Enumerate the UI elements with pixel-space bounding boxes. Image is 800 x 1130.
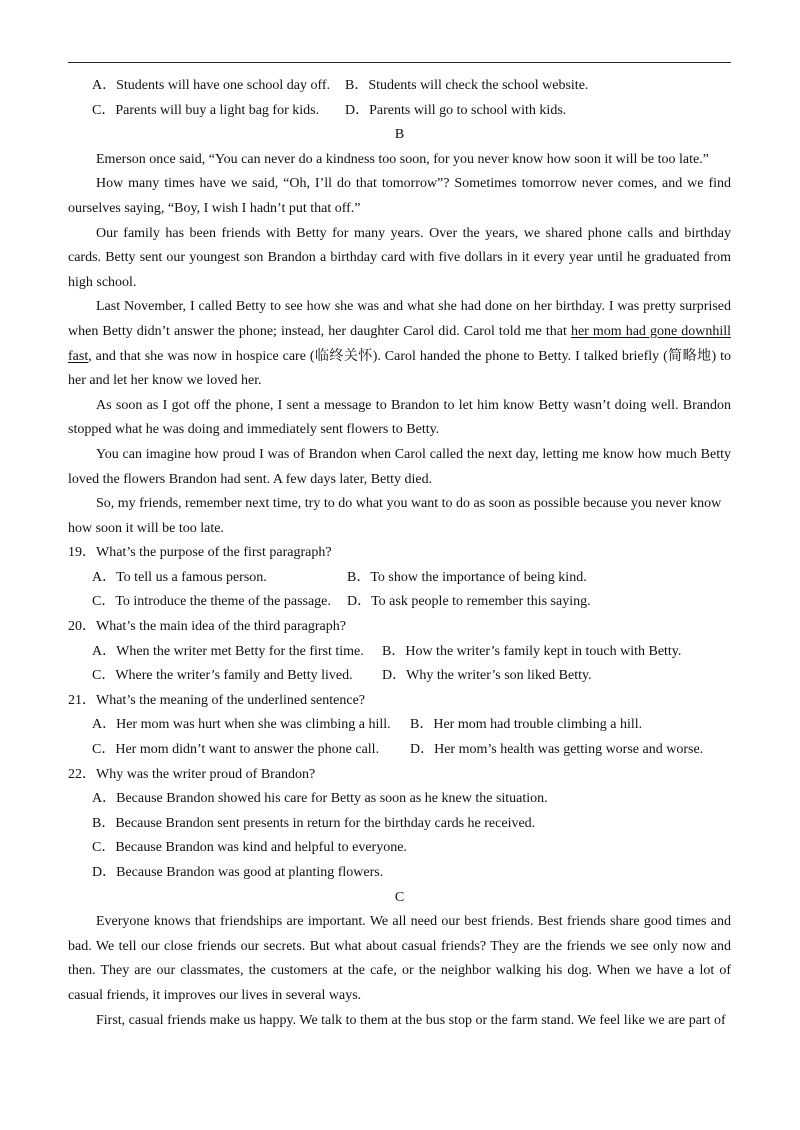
q21-option-a: A．Her mom was hurt when she was climbing a hill. (92, 717, 391, 733)
q22-option-b: B．Because Brandon sent presents in return for the birthday cards he received. (92, 815, 536, 831)
question-20-stem: 20．What’s the main idea of the third paragraph? (68, 619, 346, 635)
q22-option-c: C．Because Brandon was kind and helpful to everyone. (92, 840, 407, 856)
q22-option-d: D．Because Brandon was good at planting flowers. (92, 865, 384, 880)
section-b-paragraph-7: So, my friends, remember next time, try to do what you want to do as soon as possible because you never know how soon it will be too late. (68, 496, 722, 536)
q19-option-a: A．To tell us a famous person. (92, 569, 267, 585)
option-c: C．Parents will buy a light bag for kids. (92, 102, 320, 118)
q22-option-a: A．Because Brandon showed his care for Betty as soon as he knew the situation. (92, 791, 548, 807)
option-a: A．Students will have one school day off. (92, 78, 331, 93)
question-21-stem: 21．What’s the meaning of the underlined sentence? (68, 692, 366, 708)
section-c-paragraph-2: First, casual friends make us happy. We talk to them at the bus stop or the farm stand. We feel like we are part of (96, 1012, 726, 1028)
prev-options-row-2 (68, 99, 731, 124)
header-rule (68, 62, 731, 63)
section-b-paragraph-4 (68, 295, 731, 393)
q20-option-a: A．When the writer met Betty for the first time. (92, 643, 364, 659)
q20-option-b: B．How the writer’s family kept in touch with Betty. (382, 643, 682, 659)
section-b-paragraph-2: How many times have we said, “Oh, I’ll do that tomorrow”? Sometimes tomorrow never comes, and we find ourselves saying, “Boy, I wish I hadn’t put that off.” (68, 176, 731, 216)
q19-option-c: C．To introduce the theme of the passage. (92, 594, 331, 610)
question-19-options-row-2 (68, 590, 731, 615)
question-22-stem: 22．Why was the writer proud of Brandon? (68, 766, 316, 782)
paragraph-4-text-before: Last November, I called Betty to see how she was and what she had done on her birthday. I was pretty surprised when Betty didn’t answer the phone; instead, her daughter Carol did. Carol told me that (68, 299, 731, 339)
q20-option-d: D．Why the writer’s son liked Betty. (382, 668, 592, 684)
q21-option-c: C．Her mom didn’t want to answer the phone call. (92, 742, 380, 758)
section-c-paragraph-1: Everyone knows that friendships are important. We all need our best friends. Best friends share good times and bad. We tell our close friends our secrets. But what about casual friends? They are the friends we see only now and then. They are our classmates, the customers at the cafe, or the neighbor walking his dog. When we have a lot of casual friends, it improves our lives in several ways. (68, 914, 731, 1003)
section-b-paragraph-6: You can imagine how proud I was of Brandon when Carol called the next day, letting me know how much Betty loved the flowers Brandon had sent. A few days later, Betty died. (68, 446, 731, 487)
question-19-options-row-1 (68, 566, 731, 591)
paragraph-4-text-after: , and that she was now in hospice care (临终关怀). Carol handed the phone to Betty. I talked briefly (简略地) to her and let her know we loved her. (68, 348, 731, 389)
section-b-paragraph-3: Our family has been friends with Betty for many years. Over the years, we shared phone calls and birthday cards. Betty sent our youngest son Brandon a birthday card with five dollars in it every year until he graduated from high school. (68, 225, 731, 290)
option-b: B．Students will check the school website. (345, 78, 589, 93)
prev-options-row-1 (68, 74, 731, 99)
q20-option-c: C．Where the writer’s family and Betty lived. (92, 668, 353, 684)
section-b-paragraph-1: Emerson once said, “You can never do a kindness too soon, for you never know how soon it will be too late.” (96, 151, 709, 167)
q21-option-d: D．Her mom’s health was getting worse and worse. (410, 742, 704, 758)
content (68, 74, 731, 1033)
question-20-options-row-1 (68, 640, 731, 665)
question-19-stem: 19．What’s the purpose of the first paragraph? (68, 545, 332, 561)
question-21-options-row-1 (68, 713, 731, 738)
question-20-options-row-2 (68, 664, 731, 689)
q19-option-b: B．To show the importance of being kind. (347, 569, 587, 585)
question-21-options-row-2 (68, 738, 731, 763)
section-c-label: C (394, 889, 405, 905)
section-b-label: B (394, 127, 405, 143)
q21-option-b: B．Her mom had trouble climbing a hill. (410, 717, 643, 733)
option-d: D．Parents will go to school with kids. (345, 102, 567, 118)
section-b-paragraph-5: As soon as I got off the phone, I sent a message to Brandon to let him know Betty wasn’t doing well. Brandon stopped what he was doing and immediately sent flowers to Betty. (68, 397, 731, 438)
q19-option-d: D．To ask people to remember this saying. (347, 594, 591, 610)
underlined-sentence: her mom had gone downhill fast (68, 323, 731, 364)
